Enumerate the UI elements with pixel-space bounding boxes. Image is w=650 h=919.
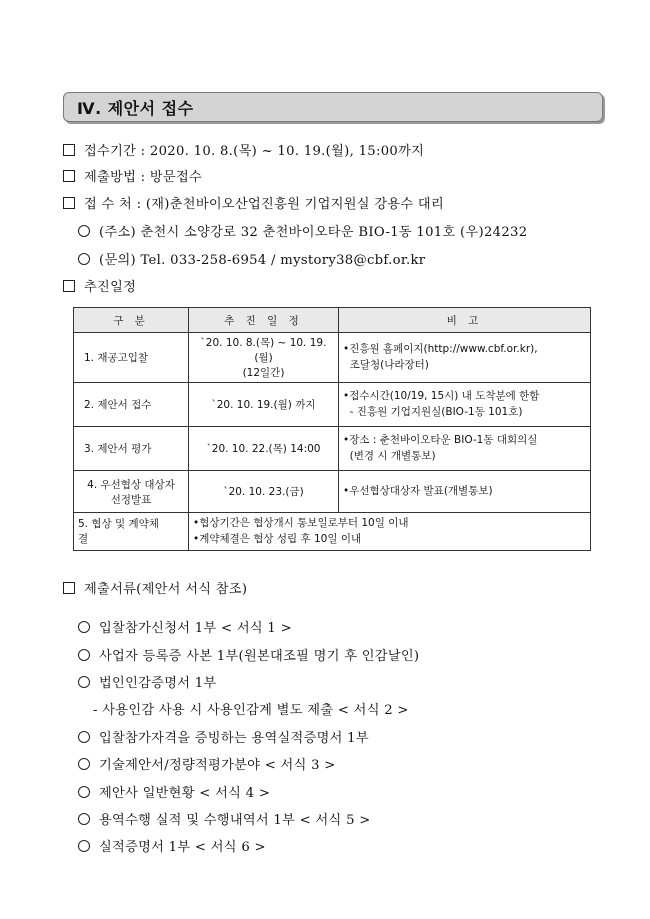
list-item: 법인인감증명서 1부 (78, 672, 217, 691)
circle-bullet-icon (78, 225, 90, 237)
circle-bullet-icon (78, 731, 90, 743)
row-note: •장소 : 춘천바이오타운 BIO-1동 대회의실 (변경 시 개별통보) (339, 427, 591, 471)
documents-heading: 제출서류(제안서 서식 참조) (63, 578, 247, 597)
list-item: 사업자 등록증 사본 1부(원본대조필 명기 후 인감날인) (78, 645, 419, 664)
circle-bullet-icon (78, 758, 90, 770)
info-contact: (문의) Tel. 033-258-6954 / mystory38@cbf.or.kr (78, 249, 425, 268)
list-item: 기술제안서/정량적평가분야 < 서식 3 > (78, 754, 336, 773)
row-category: 3. 제안서 평가 (74, 427, 189, 471)
circle-bullet-icon (78, 813, 90, 825)
header-schedule: 추 진 일 정 (189, 308, 339, 333)
list-item: 실적증명서 1부 < 서식 6 > (78, 836, 266, 855)
list-item: 제안사 일반현황 < 서식 4 > (78, 782, 270, 801)
checkbox-square-icon (63, 582, 75, 594)
info-method: 제출방법 : 방문접수 (63, 166, 202, 185)
checkbox-square-icon (63, 197, 75, 209)
info-receiver: 접 수 처 : (재)춘천바이오산업진흥원 기업지원실 강용수 대리 (63, 193, 444, 212)
row-date: `20. 10. 22.(목) 14:00 (189, 427, 339, 471)
info-period: 접수기간 : 2020. 10. 8.(목) ~ 10. 19.(월), 15:00까지 (63, 140, 424, 159)
row-category: 1. 재공고입찰 (74, 333, 189, 383)
circle-bullet-icon (78, 676, 90, 688)
circle-bullet-icon (78, 649, 90, 661)
row-date: `20. 10. 8.(목) ~ 10. 19.(월) (12일간) (189, 333, 339, 383)
row-note: •우선협상대상자 발표(개별통보) (339, 471, 591, 513)
circle-bullet-icon (78, 786, 90, 798)
circle-bullet-icon (78, 840, 90, 852)
row-note: •진흥원 홈페이지(http://www.cbf.or.kr), 조달청(나라장터) (339, 333, 591, 383)
header-category: 구 분 (74, 308, 189, 333)
checkbox-square-icon (63, 170, 75, 182)
checkbox-square-icon (63, 280, 75, 292)
circle-bullet-icon (78, 621, 90, 633)
list-item: 입찰참가자격을 증빙하는 용역실적증명서 1부 (78, 727, 369, 746)
row-category: 2. 제안서 접수 (74, 383, 189, 427)
row-date: `20. 10. 23.(금) (189, 471, 339, 513)
table-header-row (74, 308, 591, 333)
row-date: `20. 10. 19.(월) 까지 (189, 383, 339, 427)
list-item: - 사용인감 사용 시 사용인감계 별도 제출 < 서식 2 > (93, 703, 409, 718)
list-item: 용역수행 실적 및 수행내역서 1부 < 서식 5 > (78, 809, 371, 828)
list-item: 입찰참가신청서 1부 < 서식 1 > (78, 617, 292, 636)
schedule-heading: 추진일정 (63, 276, 136, 295)
checkbox-square-icon (63, 144, 75, 156)
header-note: 비 고 (339, 308, 591, 333)
schedule-table (73, 307, 591, 551)
section-header (63, 92, 603, 122)
section-title: Ⅳ. 제안서 접수 (77, 99, 194, 118)
row-category: 4. 우선협상 대상자 선정발표 (74, 471, 189, 513)
row-category: 5. 협상 및 계약체 결 (74, 513, 189, 551)
row-merged-note: •협상기간은 협상개시 통보일로부터 10일 이내 •계약체결은 협상 성립 후 10일 이내 (189, 513, 591, 551)
table-row (74, 471, 591, 513)
info-address: (주소) 춘천시 소양강로 32 춘천바이오타운 BIO-1동 101호 (우)24232 (78, 221, 527, 240)
row-note: •접수시간(10/19, 15시) 내 도착분에 한함 - 진흥원 기업지원실(BIO-1동 101호) (339, 383, 591, 427)
circle-bullet-icon (78, 253, 90, 265)
table-row (74, 513, 591, 551)
table-row (74, 333, 591, 383)
table-row (74, 427, 591, 471)
table-row (74, 383, 591, 427)
